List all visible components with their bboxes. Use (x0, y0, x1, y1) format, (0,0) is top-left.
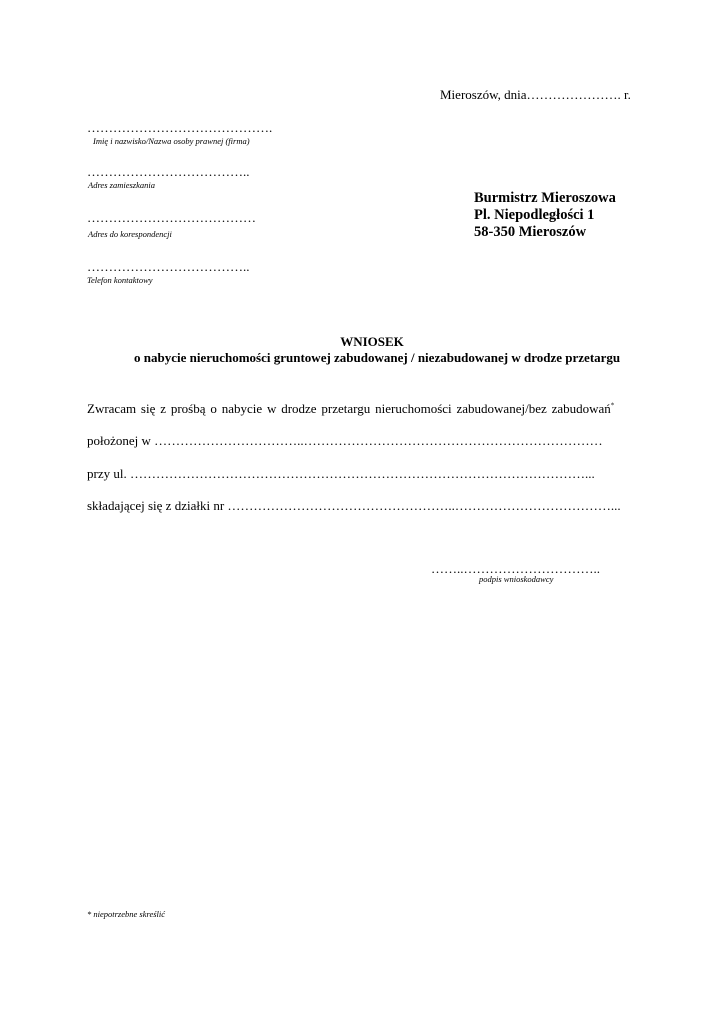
applicant-address-caption: Adres zamieszkania (88, 180, 155, 190)
document-subtitle: o nabycie nieruchomości gruntowej zabudowanej / niezabudowanej w drodze przetargu (134, 350, 621, 365)
applicant-phone-caption: Telefon kontaktowy (87, 275, 153, 285)
footnote-mark: * (610, 401, 615, 410)
applicant-address-dots: ……………………………….. (87, 164, 250, 179)
applicant-correspondence-dots: ………………………………… (87, 210, 256, 225)
street-line: przy ul. ……………………………………………………………………………………………... (87, 466, 595, 481)
request-text: Zwracam się z prośbą o nabycie w drodze przetargu nieruchomości zabudowanej/bez zabudowań (87, 401, 611, 416)
location-line: położonej w ……………………………..…………………………………………………………… (87, 433, 603, 448)
applicant-name-caption: Imię i nazwisko/Nazwa osoby prawnej (firma) (93, 136, 250, 146)
recipient-line-2: Pl. Niepodległości 1 (474, 207, 595, 223)
applicant-correspondence-caption: Adres do korespondencji (88, 229, 172, 239)
applicant-name-dots: ……………………………………. (87, 120, 273, 135)
recipient-line-1: Burmistrz Mieroszowa (474, 190, 616, 206)
document-title: WNIOSEK (340, 334, 404, 349)
signature-caption: podpis wnioskodawcy (479, 574, 554, 584)
recipient-line-3: 58-350 Mieroszów (474, 224, 587, 240)
applicant-phone-dots: ……………………………….. (87, 259, 250, 274)
place-date: Mieroszów, dnia…………………. r. (440, 87, 631, 102)
footnote-text: * niepotrzebne skreślić (87, 909, 166, 919)
plot-line: składającej się z działki nr ……………………………………………..………………………………... (87, 498, 621, 513)
signature-dots: ……..………………………….. (431, 561, 600, 576)
request-paragraph (87, 401, 638, 417)
